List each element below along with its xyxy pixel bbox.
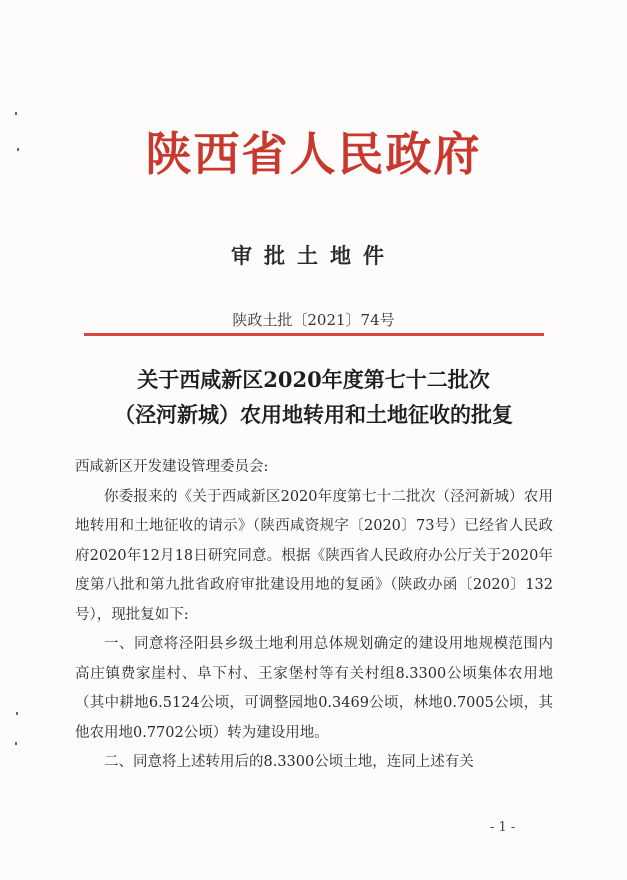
document-number: 陕政土批〔2021〕74号 (232, 311, 395, 329)
red-divider (84, 333, 544, 336)
title-line-2: （泾河新城）农用地转用和土地征收的批复 (114, 402, 513, 427)
issuer-header: 陕西省人民政府 (145, 127, 482, 181)
body-paragraph-2: 一、同意将泾阳县乡级土地利用总体规划确定的建设用地规模范围内高庄镇费家崖村、阜下村、王家堡村等有关村组8.3300公顷集体农用地（其中耕地6.5124公顷，可调整园地0.3469公顷，林地0.7005公顷，其他农用地0.7702公顷）转为建设用地。 (75, 636, 553, 741)
document-type: 审批土地件 (231, 243, 396, 268)
body-paragraph-1: 你委报来的《关于西咸新区2020年度第七十二批次（泾河新城）农用地转用和土地征收的请示》（陕西咸资规字〔2020〕73号）已经省人民政府2020年12月18日研究同意。根据《陕西省人民政府办公厅关于2020年度第八批和第九批省政府审批建设用地的复函》（陕政办函〔2020〕132号），现批复如下: (75, 488, 553, 623)
salutation: 西咸新区开发建设管理委员会: (75, 459, 269, 475)
title-line-1: 关于西咸新区2020年度第七十二批次 (137, 367, 490, 392)
page-number: - 1 - (490, 820, 516, 835)
document-title (60, 362, 567, 432)
scan-speck (16, 712, 18, 715)
scan-speck (15, 742, 17, 745)
document-body (75, 453, 553, 778)
scan-speck (15, 112, 17, 115)
body-paragraph-3: 二、同意将上述转用后的8.3300公顷土地，连同上述有关 (104, 754, 474, 770)
